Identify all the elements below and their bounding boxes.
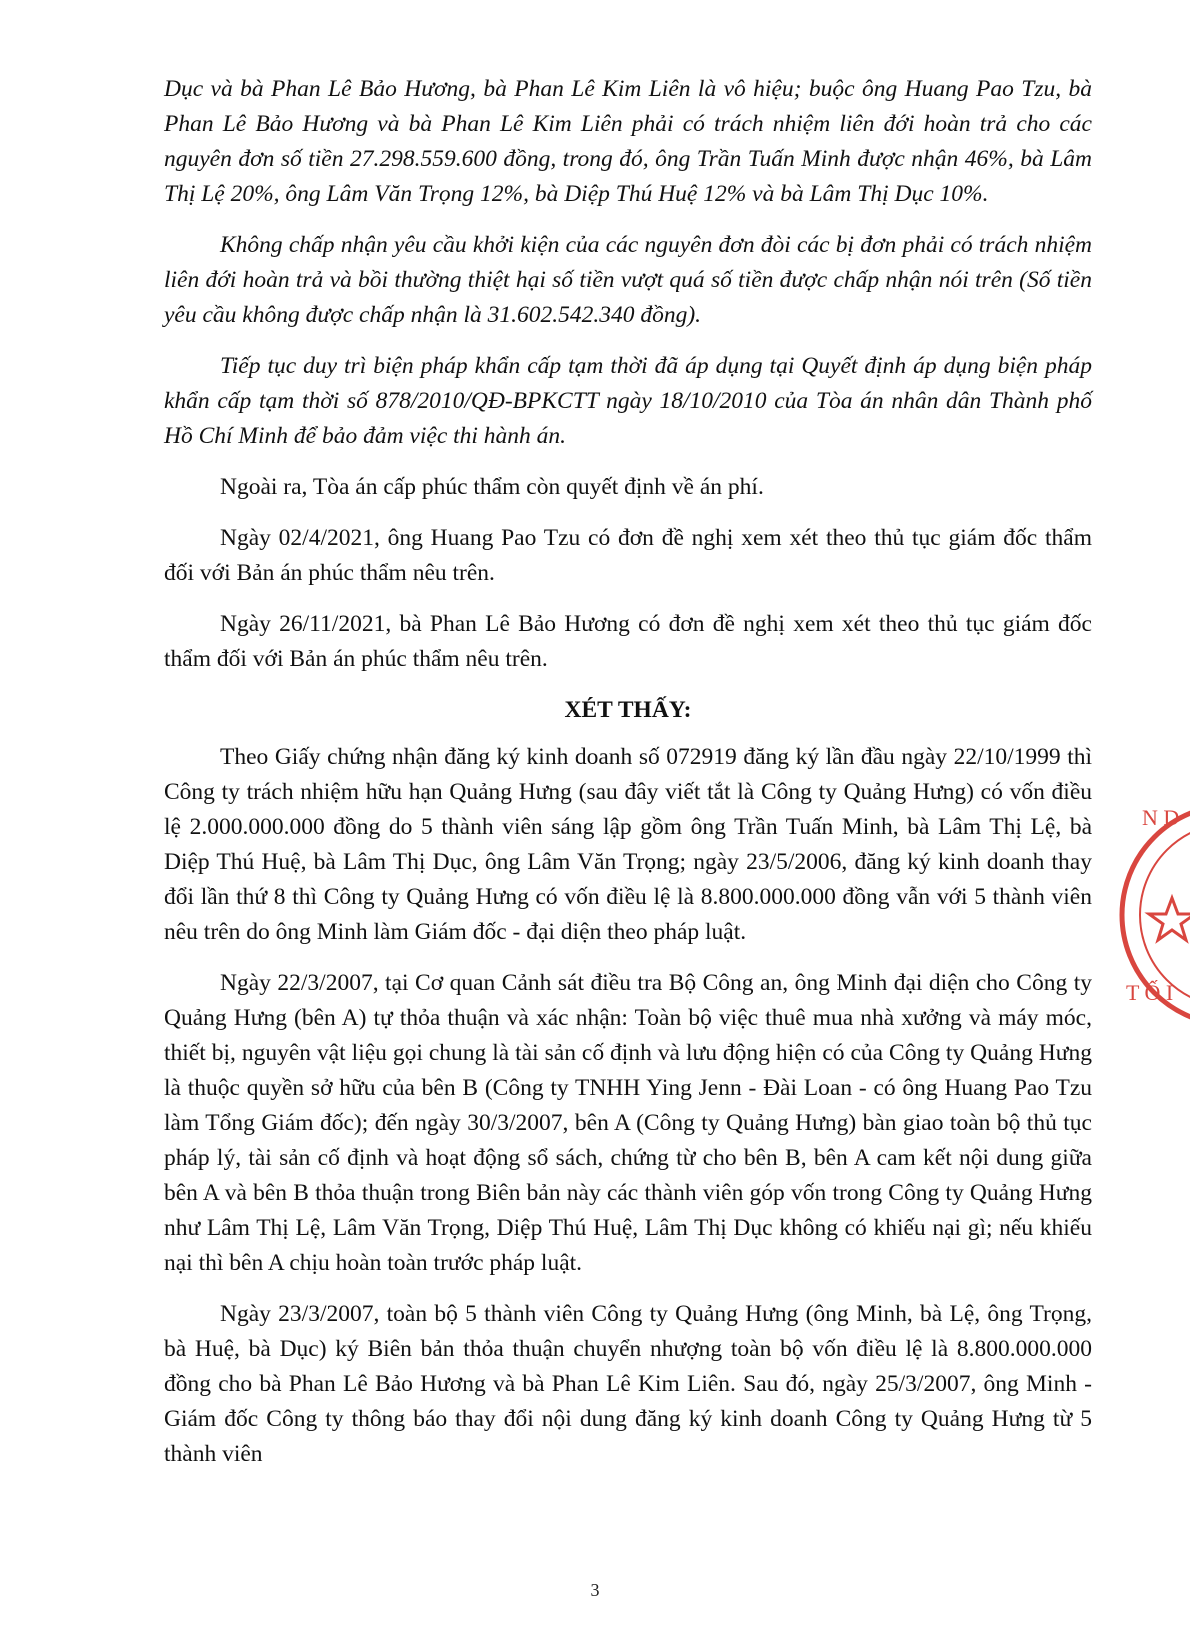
paragraph-court-fees: Ngoài ra, Tòa án cấp phúc thẩm còn quyết định về án phí.	[220, 474, 764, 500]
paragraph-interim-measures: Tiếp tục duy trì biện pháp khẩn cấp tạm thời đã áp dụng tại Quyết định áp dụng biện pháp khẩn cấp tạm thời số 878/2010/QĐ-BPKCTT ngày 18/10/2010 của Tòa án nhân dân Thành phố Hồ Chí Minh để bảo đảm việc thi hành án.	[164, 353, 1092, 449]
document-body	[164, 72, 1092, 1488]
paragraph-agreement-2203: Ngày 22/3/2007, tại Cơ quan Cảnh sát điều tra Bộ Công an, ông Minh đại diện cho Công ty Quảng Hưng (bên A) tự thỏa thuận và xác nhận: Toàn bộ việc thuê mua nhà xưởng và máy móc, thiết bị, nguyên vật liệu gọi chung là tài sản cố định và lưu động hiện có của Công ty Quảng Hưng là thuộc quyền sở hữu của bên B (Công ty TNHH Ying Jenn - Đài Loan - có ông Huang Pao Tzu làm Tổng Giám đốc); đến ngày 30/3/2007, bên A (Công ty Quảng Hưng) bàn giao toàn bộ thủ tục pháp lý, tài sản cố định và hoạt động sổ sách, chứng từ cho bên B, bên A cam kết nội dung giữa bên A và bên B thỏa thuận trong Biên bản này các thành viên góp vốn trong Công ty Quảng Hưng như Lâm Thị Lệ, Lâm Văn Trọng, Diệp Thú Huệ, Lâm Thị Dục không có khiếu nại gì; nếu khiếu nại thì bên A chịu hoàn toàn trước pháp luật.	[164, 970, 1092, 1276]
paragraph-capital-transfer: Ngày 23/3/2007, toàn bộ 5 thành viên Công ty Quảng Hưng (ông Minh, bà Lệ, ông Trọng, bà Huệ, bà Dục) ký Biên bản thỏa thuận chuyển nhượng toàn bộ vốn điều lệ là 8.800.000.000 đồng cho bà Phan Lê Bảo Hương và bà Phan Lê Kim Liên. Sau đó, ngày 25/3/2007, ông Minh - Giám đốc Công ty thông báo thay đổi nội dung đăng ký kinh doanh Công ty Quảng Hưng từ 5 thành viên	[164, 1301, 1092, 1467]
seal-text-top: N D	[1142, 805, 1180, 830]
red-seal-stamp	[1112, 790, 1190, 1040]
seal-text-bottom: T Ố I	[1126, 980, 1174, 1005]
paragraph-rejected-claim: Không chấp nhận yêu cầu khởi kiện của các nguyên đơn đòi các bị đơn phải có trách nhiệm liên đới hoàn trả và bồi thường thiệt hại số tiền vượt quá số tiền được chấp nhận nói trên (Số tiền yêu cầu không được chấp nhận là 31.602.542.340 đồng).	[164, 232, 1092, 328]
page-number: 3	[590, 1580, 600, 1600]
paragraph-petition-phan: Ngày 26/11/2021, bà Phan Lê Bảo Hương có đơn đề nghị xem xét theo thủ tục giám đốc thẩm đối với Bản án phúc thẩm nêu trên.	[164, 611, 1092, 672]
section-heading: XÉT THẤY:	[564, 697, 692, 723]
paragraph-business-registration: Theo Giấy chứng nhận đăng ký kinh doanh số 072919 đăng ký lần đầu ngày 22/10/1999 thì Công ty trách nhiệm hữu hạn Quảng Hưng (sau đây viết tắt là Công ty Quảng Hưng) có vốn điều lệ 2.000.000.000 đồng do 5 thành viên sáng lập gồm ông Trần Tuấn Minh, bà Lâm Thị Lệ, bà Diệp Thú Huệ, bà Lâm Thị Dục, ông Lâm Văn Trọng; ngày 23/5/2006, đăng ký kinh doanh thay đổi lần thứ 8 thì Công ty Quảng Hưng có vốn điều lệ là 8.800.000.000 đồng vẫn với 5 thành viên nêu trên do ông Minh làm Giám đốc - đại diện theo pháp luật.	[164, 744, 1092, 945]
paragraph-petition-huang: Ngày 02/4/2021, ông Huang Pao Tzu có đơn đề nghị xem xét theo thủ tục giám đốc thẩm đối với Bản án phúc thẩm nêu trên.	[164, 525, 1092, 586]
paragraph-appeal-decision-continued: Dục và bà Phan Lê Bảo Hương, bà Phan Lê Kim Liên là vô hiệu; buộc ông Huang Pao Tzu, bà Phan Lê Bảo Hương và bà Phan Lê Kim Liên phải có trách nhiệm liên đới hoàn trả cho các nguyên đơn số tiền 27.298.559.600 đồng, trong đó, ông Trần Tuấn Minh được nhận 46%, bà Lâm Thị Lệ 20%, ông Lâm Văn Trọng 12%, bà Diệp Thú Huệ 12% và bà Lâm Thị Dục 10%.	[164, 76, 1092, 207]
